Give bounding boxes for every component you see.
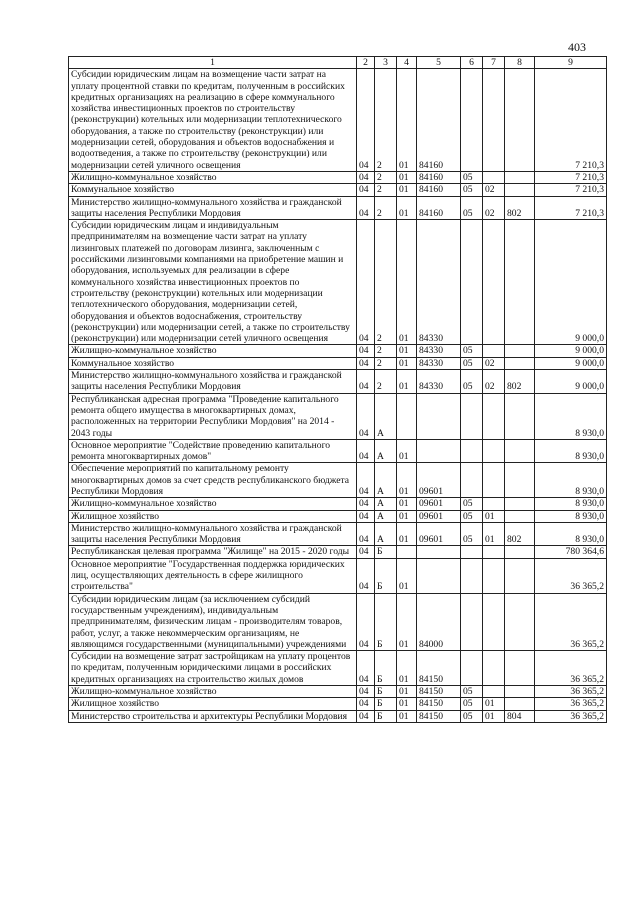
program-code-cell: Б (375, 698, 397, 710)
expense-code-cell: 84160 (417, 171, 461, 183)
subdivision-code-cell (483, 345, 505, 357)
table-row (69, 439, 607, 463)
section-code-cell: 04 (357, 510, 375, 522)
ministry-code-cell (505, 357, 535, 369)
ministry-code-cell (505, 651, 535, 686)
program-code-cell: 2 (375, 345, 397, 357)
expense-code-cell: 84150 (417, 710, 461, 722)
table-body (69, 69, 607, 723)
program-code-cell: Б (375, 651, 397, 686)
division-code-cell (461, 558, 483, 593)
expense-code-cell: 84330 (417, 220, 461, 345)
table-row (69, 184, 607, 196)
subdivision-code-cell: 02 (483, 370, 505, 394)
column-header: 7 (483, 57, 505, 69)
column-header: 6 (461, 57, 483, 69)
division-code-cell (461, 546, 483, 558)
ministry-code-cell (505, 558, 535, 593)
table-row (69, 558, 607, 593)
section-code-cell: 04 (357, 370, 375, 394)
program-code-cell: Б (375, 558, 397, 593)
division-code-cell: 05 (461, 698, 483, 710)
column-header: 3 (375, 57, 397, 69)
ministry-code-cell (505, 439, 535, 463)
table-row (69, 593, 607, 650)
row-name: Министерство жилищно-коммунального хозяйства и гражданской защиты населения Республики Мордовия (69, 370, 357, 394)
amount-cell: 7 210,3 (535, 184, 607, 196)
table-row (69, 686, 607, 698)
column-header: 5 (417, 57, 461, 69)
division-code-cell: 05 (461, 345, 483, 357)
division-code-cell: 05 (461, 522, 483, 546)
division-code-cell (461, 393, 483, 439)
program-code-cell: Б (375, 593, 397, 650)
subprogram-code-cell: 01 (397, 69, 417, 172)
amount-cell: 8 930,0 (535, 498, 607, 510)
division-code-cell (461, 593, 483, 650)
subdivision-code-cell (483, 651, 505, 686)
section-code-cell: 04 (357, 498, 375, 510)
row-name: Основное мероприятие "Государственная поддержка юридических лиц, осуществляющих деятельность в сфере жилищного строительства" (69, 558, 357, 593)
table-row (69, 546, 607, 558)
row-name: Жилищное хозяйство (69, 698, 357, 710)
division-code-cell: 05 (461, 498, 483, 510)
expense-code-cell: 09601 (417, 463, 461, 498)
expense-code-cell: 84330 (417, 357, 461, 369)
table-row (69, 463, 607, 498)
table-row (69, 710, 607, 722)
program-code-cell: 2 (375, 196, 397, 220)
subprogram-code-cell: 01 (397, 710, 417, 722)
subdivision-code-cell (483, 546, 505, 558)
section-code-cell: 04 (357, 686, 375, 698)
ministry-code-cell: 802 (505, 196, 535, 220)
expense-code-cell (417, 558, 461, 593)
division-code-cell: 05 (461, 357, 483, 369)
ministry-code-cell (505, 393, 535, 439)
row-name: Субсидии юридическим лицам на возмещение части затрат на уплату процентной ставки по кредитам, полученным в российских кредитных организациях на реализацию в сфере коммунального хозяйства инвестиционных проектов по строительству (реконструкции) котельных или модернизации теплотехнического оборудования, а также по строительству (реконструкции) или модернизации сетей, оборудования и объектов водоснабжения и водоотведения, а также по строительству (реконструкции) или модернизации сетей уличного освещения (69, 69, 357, 172)
division-code-cell: 05 (461, 171, 483, 183)
division-code-cell (461, 439, 483, 463)
expense-code-cell: 84160 (417, 69, 461, 172)
amount-cell: 7 210,3 (535, 171, 607, 183)
row-name: Министерство строительства и архитектуры Республики Мордовия (69, 710, 357, 722)
ministry-code-cell (505, 171, 535, 183)
subprogram-code-cell: 01 (397, 220, 417, 345)
subdivision-code-cell: 01 (483, 522, 505, 546)
division-code-cell (461, 69, 483, 172)
table-row (69, 498, 607, 510)
amount-cell: 7 210,3 (535, 69, 607, 172)
row-name: Республиканская целевая программа "Жилище" на 2015 - 2020 годы (69, 546, 357, 558)
row-name: Жилищно-коммунальное хозяйство (69, 345, 357, 357)
table-row (69, 345, 607, 357)
table-row (69, 69, 607, 172)
division-code-cell (461, 220, 483, 345)
program-code-cell: А (375, 498, 397, 510)
ministry-code-cell (505, 498, 535, 510)
row-name: Коммунальное хозяйство (69, 357, 357, 369)
division-code-cell: 05 (461, 710, 483, 722)
division-code-cell: 05 (461, 686, 483, 698)
division-code-cell: 05 (461, 370, 483, 394)
expense-code-cell (417, 393, 461, 439)
table-row (69, 510, 607, 522)
row-name: Субсидии юридическим лицам и индивидуальным предпринимателям на возмещение части затрат на уплату лизинговых платежей по договорам лизинга, заключенным с российскими лизинговыми компаниями на приобретение машин и оборудования, используемых для реализации в сфере коммунального хозяйства инвестиционных проектов по строительству (реконструкции) котельных или модернизации теплотехнического оборудования, модернизации сетей, оборудования и объектов водоснабжения, строительству (реконструкции) или модернизации сетей, а также по строительству (реконструкции) или модернизации сетей уличного освещения (69, 220, 357, 345)
expense-code-cell: 09601 (417, 510, 461, 522)
table-row (69, 196, 607, 220)
subdivision-code-cell (483, 463, 505, 498)
program-code-cell: 2 (375, 184, 397, 196)
program-code-cell: Б (375, 710, 397, 722)
subprogram-code-cell: 01 (397, 439, 417, 463)
subdivision-code-cell (483, 171, 505, 183)
subprogram-code-cell: 01 (397, 196, 417, 220)
subprogram-code-cell: 01 (397, 345, 417, 357)
section-code-cell: 04 (357, 522, 375, 546)
program-code-cell: 2 (375, 357, 397, 369)
expense-code-cell: 84000 (417, 593, 461, 650)
section-code-cell: 04 (357, 393, 375, 439)
section-code-cell: 04 (357, 171, 375, 183)
row-name: Жилищное хозяйство (69, 510, 357, 522)
section-code-cell: 04 (357, 558, 375, 593)
section-code-cell: 04 (357, 439, 375, 463)
column-header: 4 (397, 57, 417, 69)
program-code-cell: 2 (375, 171, 397, 183)
ministry-code-cell (505, 698, 535, 710)
ministry-code-cell (505, 686, 535, 698)
amount-cell: 8 930,0 (535, 510, 607, 522)
subdivision-code-cell (483, 69, 505, 172)
amount-cell: 9 000,0 (535, 370, 607, 394)
expense-code-cell: 84330 (417, 370, 461, 394)
section-code-cell: 04 (357, 69, 375, 172)
expense-code-cell: 84150 (417, 651, 461, 686)
section-code-cell: 04 (357, 546, 375, 558)
division-code-cell: 05 (461, 184, 483, 196)
table-row (69, 370, 607, 394)
program-code-cell: 2 (375, 69, 397, 172)
subprogram-code-cell: 01 (397, 171, 417, 183)
amount-cell: 8 930,0 (535, 393, 607, 439)
subdivision-code-cell (483, 498, 505, 510)
division-code-cell: 05 (461, 510, 483, 522)
subprogram-code-cell: 01 (397, 370, 417, 394)
section-code-cell: 04 (357, 196, 375, 220)
subdivision-code-cell (483, 220, 505, 345)
column-header: 9 (535, 57, 607, 69)
subdivision-code-cell (483, 393, 505, 439)
amount-cell: 36 365,2 (535, 651, 607, 686)
ministry-code-cell (505, 69, 535, 172)
amount-cell: 8 930,0 (535, 522, 607, 546)
program-code-cell: А (375, 522, 397, 546)
subprogram-code-cell: 01 (397, 651, 417, 686)
program-code-cell: А (375, 393, 397, 439)
amount-cell: 8 930,0 (535, 463, 607, 498)
page-number: 403 (568, 40, 586, 54)
program-code-cell: А (375, 463, 397, 498)
section-code-cell: 04 (357, 593, 375, 650)
column-number-row (69, 57, 607, 69)
expense-code-cell (417, 439, 461, 463)
expense-code-cell: 84150 (417, 698, 461, 710)
subprogram-code-cell (397, 393, 417, 439)
subprogram-code-cell (397, 546, 417, 558)
row-name: Жилищно-коммунальное хозяйство (69, 498, 357, 510)
ministry-code-cell (505, 220, 535, 345)
subdivision-code-cell (483, 686, 505, 698)
expense-code-cell: 09601 (417, 522, 461, 546)
section-code-cell: 04 (357, 345, 375, 357)
row-name: Министерство жилищно-коммунального хозяйства и гражданской защиты населения Республики Мордовия (69, 522, 357, 546)
row-name: Республиканская адресная программа "Проведение капитального ремонта общего имущества в многоквартирных домах, расположенных на территории Республики Мордовия" на 2014 - 2043 годы (69, 393, 357, 439)
division-code-cell: 05 (461, 196, 483, 220)
amount-cell: 36 365,2 (535, 710, 607, 722)
ministry-code-cell: 804 (505, 710, 535, 722)
subprogram-code-cell: 01 (397, 522, 417, 546)
table-row (69, 357, 607, 369)
row-name: Жилищно-коммунальное хозяйство (69, 171, 357, 183)
subprogram-code-cell: 01 (397, 558, 417, 593)
table-row (69, 698, 607, 710)
amount-cell: 9 000,0 (535, 357, 607, 369)
subdivision-code-cell (483, 593, 505, 650)
row-name: Субсидии юридическим лицам (за исключением субсидий государственным учреждениям), индивидуальным предпринимателям, физическим лицам - производителям товаров, работ, услуг, а также некоммерческим организациям, не являющимся государственными (муниципальными) учреждениями (69, 593, 357, 650)
section-code-cell: 04 (357, 184, 375, 196)
subdivision-code-cell: 01 (483, 510, 505, 522)
row-name: Основное мероприятие "Содействие проведению капитального ремонта многоквартирных домов" (69, 439, 357, 463)
subprogram-code-cell: 01 (397, 698, 417, 710)
subprogram-code-cell: 01 (397, 510, 417, 522)
table-row (69, 522, 607, 546)
amount-cell: 36 365,2 (535, 698, 607, 710)
row-name: Субсидии на возмещение затрат застройщикам на уплату процентов по кредитам, полученным юридическими лицами в российских кредитных организациях на строительство жилых домов (69, 651, 357, 686)
amount-cell: 9 000,0 (535, 345, 607, 357)
program-code-cell: Б (375, 686, 397, 698)
division-code-cell (461, 463, 483, 498)
expense-code-cell: 84160 (417, 184, 461, 196)
subprogram-code-cell: 01 (397, 463, 417, 498)
section-code-cell: 04 (357, 710, 375, 722)
subdivision-code-cell (483, 558, 505, 593)
subprogram-code-cell: 01 (397, 184, 417, 196)
amount-cell: 36 365,2 (535, 593, 607, 650)
subprogram-code-cell: 01 (397, 686, 417, 698)
ministry-code-cell (505, 510, 535, 522)
section-code-cell: 04 (357, 651, 375, 686)
subprogram-code-cell: 01 (397, 357, 417, 369)
amount-cell: 8 930,0 (535, 439, 607, 463)
program-code-cell: Б (375, 546, 397, 558)
ministry-code-cell: 802 (505, 522, 535, 546)
expense-code-cell: 09601 (417, 498, 461, 510)
amount-cell: 7 210,3 (535, 196, 607, 220)
subprogram-code-cell: 01 (397, 593, 417, 650)
table-row (69, 651, 607, 686)
row-name: Обеспечение мероприятий по капитальному ремонту многоквартирных домов за счет средств республиканского бюджета Республики Мордовия (69, 463, 357, 498)
subdivision-code-cell: 01 (483, 698, 505, 710)
column-header: 2 (357, 57, 375, 69)
section-code-cell: 04 (357, 357, 375, 369)
ministry-code-cell (505, 546, 535, 558)
section-code-cell: 04 (357, 463, 375, 498)
ministry-code-cell: 802 (505, 370, 535, 394)
column-header: 1 (69, 57, 357, 69)
amount-cell: 36 365,2 (535, 686, 607, 698)
program-code-cell: А (375, 439, 397, 463)
row-name: Министерство жилищно-коммунального хозяйства и гражданской защиты населения Республики Мордовия (69, 196, 357, 220)
expense-code-cell (417, 546, 461, 558)
expense-code-cell: 84330 (417, 345, 461, 357)
ministry-code-cell (505, 463, 535, 498)
division-code-cell (461, 651, 483, 686)
program-code-cell: 2 (375, 220, 397, 345)
ministry-code-cell (505, 345, 535, 357)
subdivision-code-cell: 02 (483, 357, 505, 369)
table-row (69, 171, 607, 183)
subprogram-code-cell: 01 (397, 498, 417, 510)
amount-cell: 9 000,0 (535, 220, 607, 345)
subdivision-code-cell: 02 (483, 196, 505, 220)
table-row (69, 393, 607, 439)
expense-code-cell: 84150 (417, 686, 461, 698)
table-row (69, 220, 607, 345)
expense-code-cell: 84160 (417, 196, 461, 220)
section-code-cell: 04 (357, 698, 375, 710)
amount-cell: 36 365,2 (535, 558, 607, 593)
subdivision-code-cell (483, 439, 505, 463)
program-code-cell: А (375, 510, 397, 522)
budget-table (68, 56, 607, 723)
row-name: Коммунальное хозяйство (69, 184, 357, 196)
amount-cell: 780 364,6 (535, 546, 607, 558)
row-name: Жилищно-коммунальное хозяйство (69, 686, 357, 698)
ministry-code-cell (505, 593, 535, 650)
subdivision-code-cell: 01 (483, 710, 505, 722)
column-header: 8 (505, 57, 535, 69)
program-code-cell: 2 (375, 370, 397, 394)
section-code-cell: 04 (357, 220, 375, 345)
subdivision-code-cell: 02 (483, 184, 505, 196)
ministry-code-cell (505, 184, 535, 196)
